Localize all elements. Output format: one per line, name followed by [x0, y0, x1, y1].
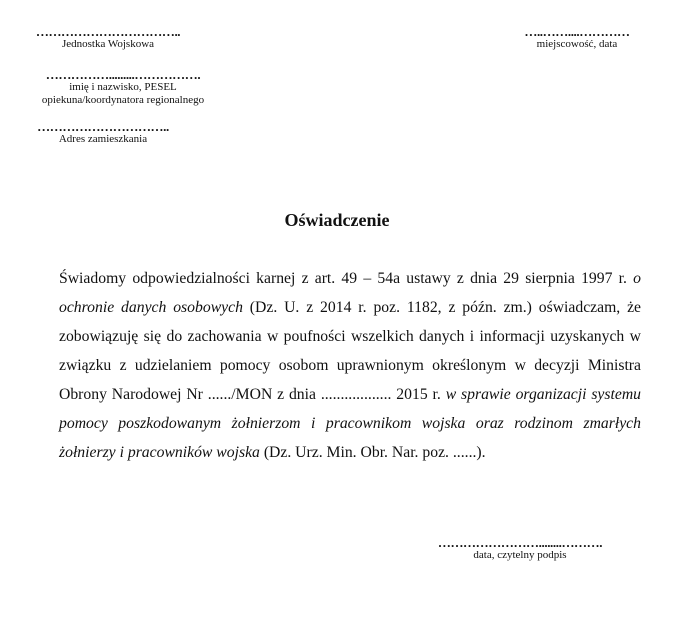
body-text-part1: Świadomy odpowiedzialności karnej z art. 49 – 54a ustawy z dnia 29 sierpnia 1997 r.: [59, 270, 634, 287]
place-date-label: miejscowość, data: [536, 38, 618, 50]
signature-dotted-line: ……………………........……….: [437, 535, 603, 550]
address-field: [30, 120, 176, 146]
military-unit-label: Jednostka Wojskowa: [61, 38, 155, 50]
declaration-body: [59, 264, 641, 467]
signature-field: [436, 536, 604, 562]
body-italic-act-title: o ochronie danych osobowych: [59, 270, 641, 316]
place-date-field: [506, 25, 648, 51]
military-unit-field: [30, 25, 186, 51]
body-text-part3: (Dz. Urz. Min. Obr. Nar. poz. ......).: [259, 444, 486, 461]
person-label-line1: imię i nazwisko, PESEL: [69, 81, 177, 93]
body-italic-decision-title: w sprawie organizacji systemu pomocy poszkodowanym żołnierzom i pracownikom wojska oraz rodzinom zmarłych żołnierzy i pracowników wojska: [59, 386, 641, 461]
address-label: Adres zamieszkania: [58, 133, 148, 145]
person-dotted-line: …………….........…………….: [45, 67, 201, 82]
document-title: Oświadczenie: [284, 210, 390, 230]
military-unit-dotted-line: ……………………………..: [35, 24, 181, 39]
place-date-dotted-line: …..……....…………: [524, 24, 630, 39]
person-field: [28, 68, 218, 107]
signature-label: data, czytelny podpis: [473, 549, 567, 561]
address-dotted-line: …………………………..: [37, 119, 169, 134]
person-label-line2: opiekuna/koordynatora regionalnego: [41, 94, 205, 106]
body-text-part2: (Dz. U. z 2014 r. poz. 1182, z późn. zm.) oświadczam, że zobowiązuję się do zachowania w poufności wszelkich danych i informacji uzyskanych w związku z udzielaniem pomocy osobom uprawnionym określonym w decyzji Ministra Obrony Narodowej Nr ....../MON z dnia .................. 2015 r.: [59, 299, 641, 403]
